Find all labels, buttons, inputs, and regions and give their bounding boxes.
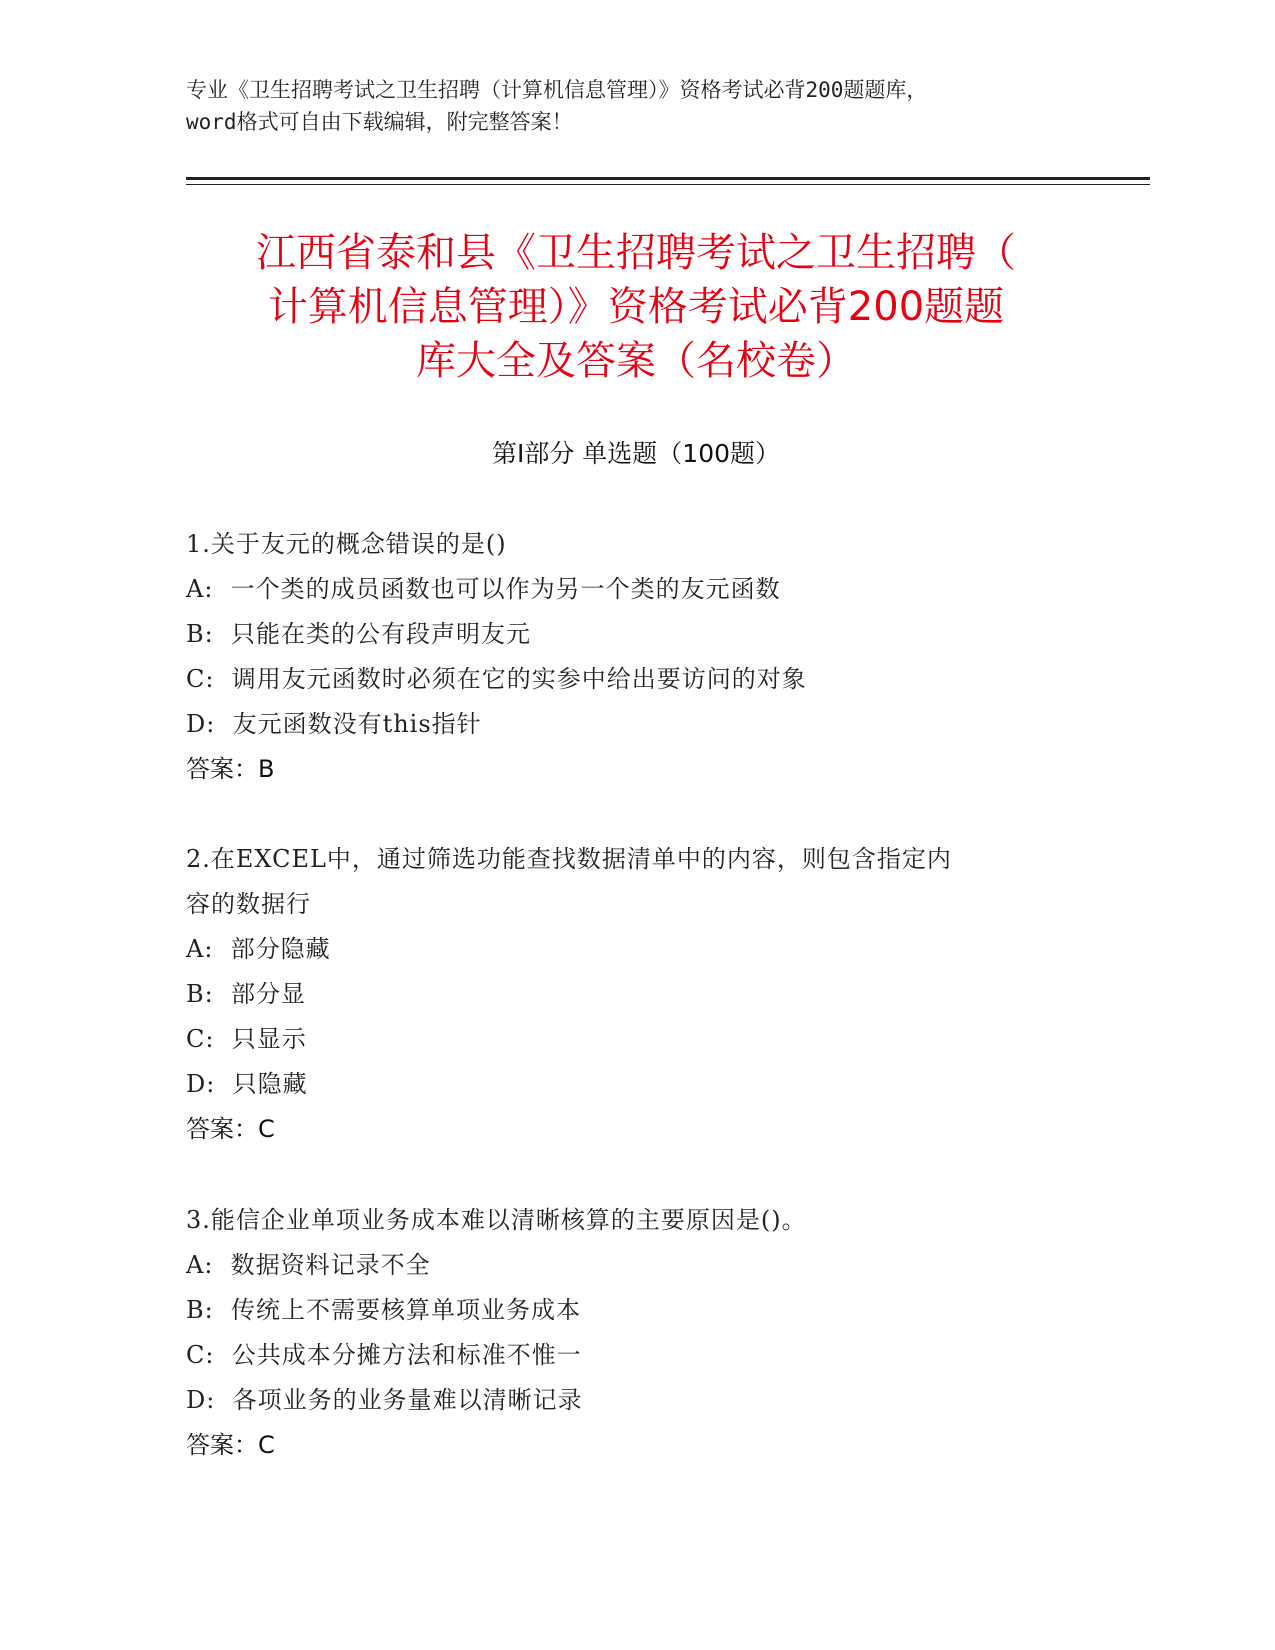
question-stem: 3.能信企业单项业务成本难以清晰核算的主要原因是()。 — [186, 1206, 807, 1234]
option-d: D: 只隐藏 — [186, 1070, 308, 1098]
question-3 — [186, 1198, 1066, 1468]
header-note — [186, 74, 1086, 138]
option-a: A: 数据资料记录不全 — [186, 1251, 431, 1279]
document-title-line-3: 库大全及答案（名校卷） — [416, 338, 856, 384]
option-b: B: 只能在类的公有段声明友元 — [186, 620, 531, 648]
option-d: D: 友元函数没有this指针 — [186, 710, 482, 738]
option-c: C: 公共成本分摊方法和标准不惟一 — [186, 1341, 582, 1369]
header-divider-thick — [186, 177, 1150, 180]
question-stem-line-2: 容的数据行 — [186, 890, 311, 918]
option-d: D: 各项业务的业务量难以清晰记录 — [186, 1386, 583, 1414]
header-divider-thin — [186, 184, 1150, 185]
question-2 — [186, 837, 1066, 1152]
document-title — [186, 226, 1086, 388]
option-c: C: 调用友元函数时必须在它的实参中给出要访问的对象 — [186, 665, 807, 693]
header-note-line-1: 专业《卫生招聘考试之卫生招聘（计算机信息管理）》资格考试必背200题题库， — [186, 78, 928, 102]
section-title: 第Ⅰ部分 单选题（100题） — [491, 439, 781, 468]
option-a: A: 一个类的成员函数也可以作为另一个类的友元函数 — [186, 575, 781, 603]
option-c: C: 只显示 — [186, 1025, 307, 1053]
option-b: B: 部分显 — [186, 980, 306, 1008]
document-title-line-1: 江西省泰和县《卫生招聘考试之卫生招聘（ — [256, 230, 1016, 276]
option-b: B: 传统上不需要核算单项业务成本 — [186, 1296, 581, 1324]
document-title-line-2: 计算机信息管理）》资格考试必背200题题 — [267, 284, 1005, 330]
answer: 答案：C — [186, 1115, 275, 1143]
question-stem: 1.关于友元的概念错误的是() — [186, 530, 507, 558]
answer: 答案：C — [186, 1431, 275, 1459]
question-1 — [186, 522, 1066, 792]
answer: 答案：B — [186, 755, 275, 783]
header-note-line-2: word格式可自由下载编辑，附完整答案！ — [186, 110, 573, 134]
question-stem-line-1: 2.在EXCEL中，通过筛选功能查找数据清单中的内容，则包含指定内 — [186, 845, 952, 873]
option-a: A: 部分隐藏 — [186, 935, 331, 963]
